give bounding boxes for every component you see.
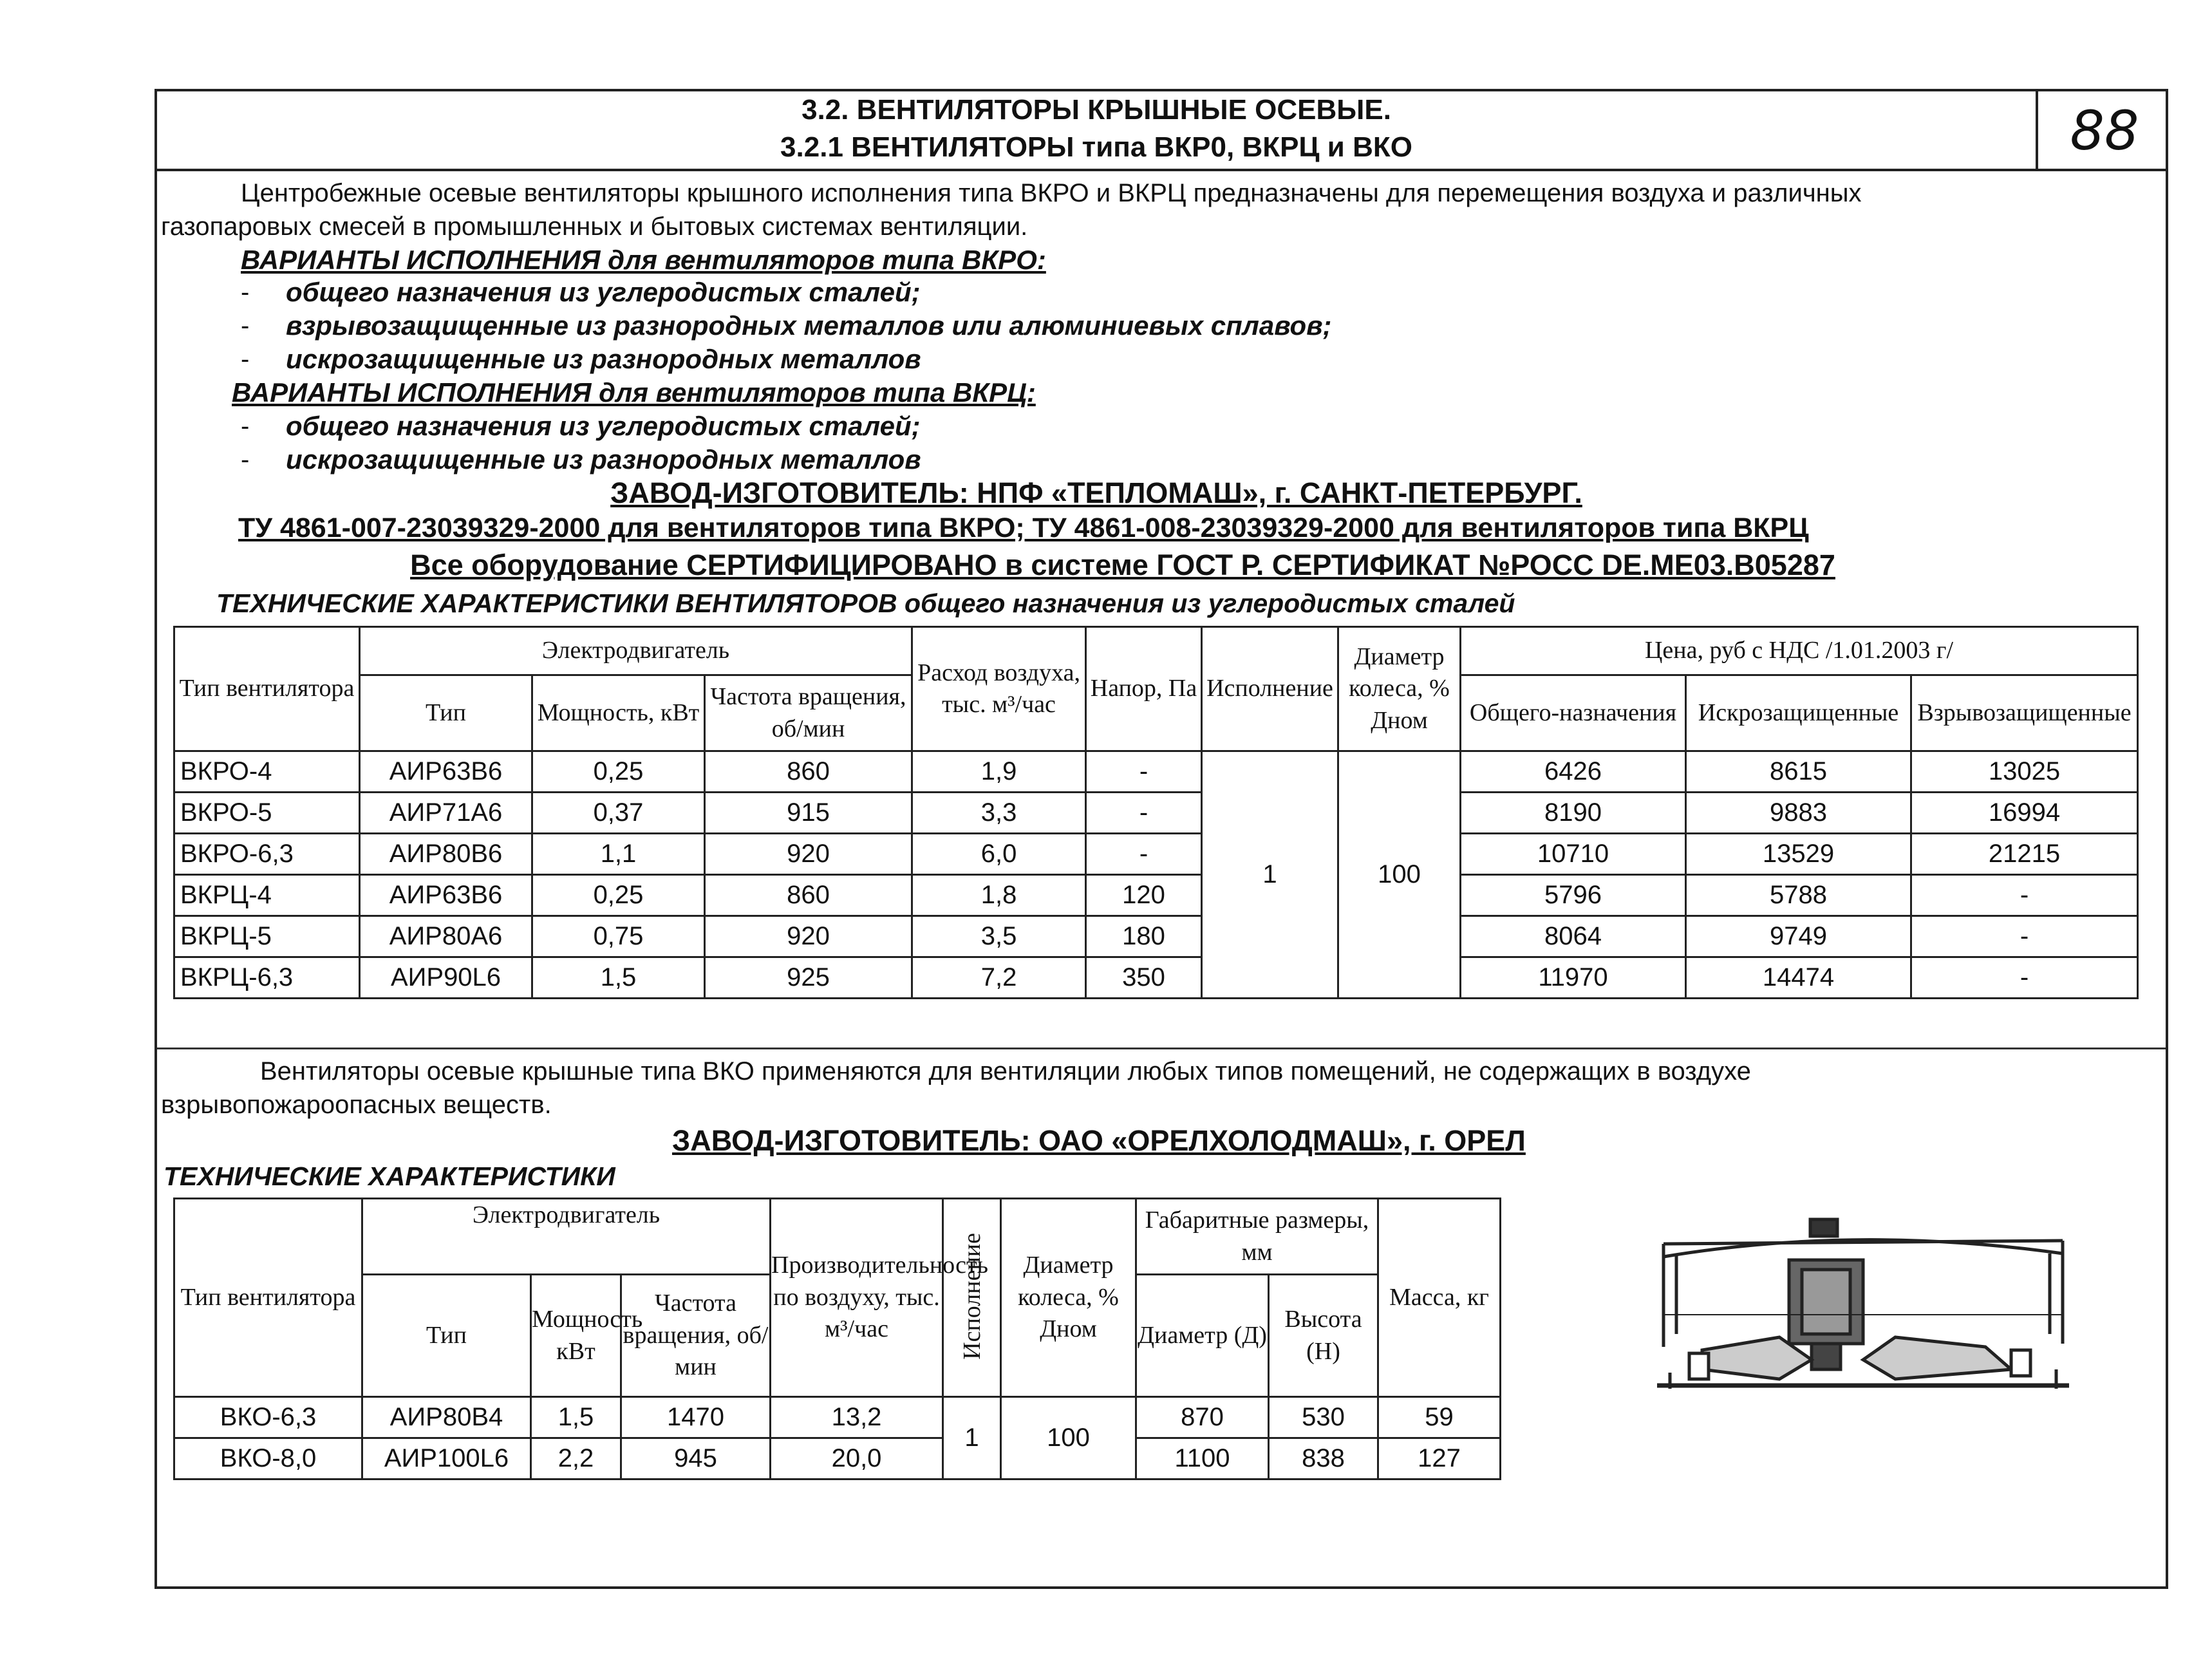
variants-vkrc-item: искрозащищенные из разнородных металлов <box>286 444 921 474</box>
bullet: - <box>241 345 250 373</box>
roof-fan-cross-section-icon <box>1651 1186 2076 1405</box>
cell-rpm: 945 <box>621 1438 771 1479</box>
table-row <box>174 834 2138 875</box>
table-row <box>174 916 2138 957</box>
cell-rpm: 925 <box>705 957 912 999</box>
bullet: - <box>241 412 250 440</box>
table-row <box>174 793 2138 834</box>
cell-pressure: 180 <box>1086 916 1202 957</box>
th-motor-type: Тип <box>362 1275 531 1397</box>
table-row <box>174 875 2138 916</box>
table-row <box>174 957 2138 999</box>
cell-pressure: 350 <box>1086 957 1202 999</box>
table-row <box>174 751 2138 793</box>
variants-vkro-heading: ВАРИАНТЫ ИСПОЛНЕНИЯ для вентиляторов типа ВКРО: <box>241 245 1046 275</box>
cell-airflow: 1,9 <box>912 751 1086 793</box>
th-motor: Электродвигатель <box>362 1199 771 1275</box>
th-motor: Электродвигатель <box>360 627 912 675</box>
manufacturer-1: ЗАВОД-ИЗГОТОВИТЕЛЬ: НПФ «ТЕПЛОМАШ», г. САНКТ-ПЕТЕРБУРГ. <box>610 476 1582 509</box>
cell-pressure: - <box>1086 751 1202 793</box>
cell-power: 0,37 <box>532 793 705 834</box>
cell-price-explosion: 21215 <box>1911 834 2138 875</box>
table-row <box>174 1438 1501 1479</box>
cell-price-explosion: - <box>1911 916 2138 957</box>
cell-type: ВКРЦ-5 <box>174 916 360 957</box>
cell-motor: АИР100L6 <box>362 1438 531 1479</box>
page-number-box <box>2036 91 2171 169</box>
cell-type: ВКРО-6,3 <box>174 834 360 875</box>
cell-airflow: 3,5 <box>912 916 1086 957</box>
certificate-line: Все оборудование СЕРТИФИЦИРОВАНО в системе ГОСТ Р. СЕРТИФИКАТ №РОСС DE.ME03.B05287 <box>410 549 1835 581</box>
cell-airflow: 1,8 <box>912 875 1086 916</box>
cell-price-general: 8064 <box>1461 916 1686 957</box>
th-power: Мощность, кВт <box>532 675 705 751</box>
th-rpm: Частота вращения, об/мин <box>621 1275 771 1397</box>
th-fan-type: Тип вентилятора <box>174 1199 362 1397</box>
variants-vkrc-heading: ВАРИАНТЫ ИСПОЛНЕНИЯ для вентиляторов типа ВКРЦ: <box>232 377 1036 408</box>
th-motor-type: Тип <box>360 675 532 751</box>
th-power: Мощность кВт <box>531 1275 621 1397</box>
cell-type: ВКРЦ-4 <box>174 875 360 916</box>
cell-rpm: 920 <box>705 834 912 875</box>
cell-price-spark: 14474 <box>1686 957 1911 999</box>
cell-price-explosion: - <box>1911 957 2138 999</box>
table-row <box>174 1397 1501 1438</box>
cell-price-general: 11970 <box>1461 957 1686 999</box>
cell-motor: АИР71А6 <box>360 793 532 834</box>
manufacturer-2: ЗАВОД-ИЗГОТОВИТЕЛЬ: ОАО «ОРЕЛХОЛОДМАШ», г. ОРЕЛ <box>672 1124 1526 1157</box>
variants-vkro-item: общего назначения из углеродистых сталей; <box>286 277 921 307</box>
cell-type: ВКО-6,3 <box>174 1397 362 1438</box>
cell-price-explosion: - <box>1911 875 2138 916</box>
cell-version: 1 <box>1202 751 1338 999</box>
table2-caption: ТЕХНИЧЕСКИЕ ХАРАКТЕРИСТИКИ <box>164 1161 615 1191</box>
cell-motor: АИР63В6 <box>360 751 532 793</box>
tu-line: ТУ 4861-007-23039329-2000 для вентиляторов типа ВКРО; ТУ 4861-008-23039329-2000 для вентиляторов типа ВКРЦ <box>238 512 1809 543</box>
cell-price-spark: 8615 <box>1686 751 1911 793</box>
cell-mass: 59 <box>1378 1397 1501 1438</box>
cell-pressure: - <box>1086 793 1202 834</box>
cell-power: 0,25 <box>532 875 705 916</box>
cell-motor: АИР63В6 <box>360 875 532 916</box>
th-airflow: Расход воздуха, тыс. м³/час <box>912 627 1086 751</box>
cell-price-explosion: 13025 <box>1911 751 2138 793</box>
th-diameter: Диаметр колеса, % Дном <box>1338 627 1461 751</box>
variants-vkro-item: взрывозащищенные из разнородных металлов или алюминиевых сплавов; <box>286 310 1332 341</box>
cell-diameter: 100 <box>1001 1397 1136 1479</box>
vko-line-2: взрывопожароопасных веществ. <box>161 1091 552 1119</box>
cell-mass: 127 <box>1378 1438 1501 1479</box>
cell-dim-h: 530 <box>1269 1397 1378 1438</box>
variants-vkrc-item: общего назначения из углеродистых сталей; <box>286 411 921 441</box>
page-frame <box>155 89 2168 1589</box>
cell-price-spark: 13529 <box>1686 834 1911 875</box>
th-dim-d: Диаметр (Д) <box>1136 1275 1269 1397</box>
cell-type: ВКРО-4 <box>174 751 360 793</box>
cell-type: ВКРЦ-6,3 <box>174 957 360 999</box>
bullet: - <box>241 446 250 474</box>
cell-diameter: 100 <box>1338 751 1461 999</box>
vko-line-1: Вентиляторы осевые крышные типа ВКО применяются для вентиляции любых типов помещений, не содержащих в воздухе <box>260 1057 1751 1085</box>
th-version: Исполнение <box>1202 627 1338 751</box>
cell-capacity: 20,0 <box>771 1438 943 1479</box>
cell-rpm: 860 <box>705 875 912 916</box>
cell-pressure: - <box>1086 834 1202 875</box>
page-number: 88 <box>2070 99 2139 162</box>
cell-dim-h: 838 <box>1269 1438 1378 1479</box>
cell-dim-d: 1100 <box>1136 1438 1269 1479</box>
th-pressure: Напор, Па <box>1086 627 1202 751</box>
cell-price-spark: 9883 <box>1686 793 1911 834</box>
th-capacity: Производительность по воздуху, тыс. м³/час <box>771 1199 943 1397</box>
cell-price-general: 5796 <box>1461 875 1686 916</box>
bullet: - <box>241 278 250 306</box>
th-rpm: Частота вращения, об/мин <box>705 675 912 751</box>
th-fan-type: Тип вентилятора <box>174 627 360 751</box>
th-version: Исполнение <box>958 1232 986 1360</box>
th-dim-h: Высота (Н) <box>1269 1275 1378 1397</box>
cell-airflow: 7,2 <box>912 957 1086 999</box>
cell-motor: АИР80В6 <box>360 834 532 875</box>
cell-rpm: 920 <box>705 916 912 957</box>
cell-power: 1,5 <box>531 1397 621 1438</box>
cell-power: 1,5 <box>532 957 705 999</box>
th-mass: Масса, кг <box>1378 1199 1501 1397</box>
cell-price-spark: 5788 <box>1686 875 1911 916</box>
cell-power: 1,1 <box>532 834 705 875</box>
cell-capacity: 13,2 <box>771 1397 943 1438</box>
section-title: 3.2. ВЕНТИЛЯТОРЫ КРЫШНЫЕ ОСЕВЫЕ. <box>801 94 1391 126</box>
cell-version: 1 <box>943 1397 1001 1479</box>
cell-motor: АИР80А6 <box>360 916 532 957</box>
cell-power: 2,2 <box>531 1438 621 1479</box>
cell-price-general: 6426 <box>1461 751 1686 793</box>
cell-rpm: 915 <box>705 793 912 834</box>
cell-price-spark: 9749 <box>1686 916 1911 957</box>
cell-airflow: 6,0 <box>912 834 1086 875</box>
cell-dim-d: 870 <box>1136 1397 1269 1438</box>
cell-motor: АИР90L6 <box>360 957 532 999</box>
th-dims: Габаритные размеры, мм <box>1136 1199 1378 1275</box>
cell-power: 0,25 <box>532 751 705 793</box>
cell-type: ВКРО-5 <box>174 793 360 834</box>
cell-pressure: 120 <box>1086 875 1202 916</box>
intro-line-1: Центробежные осевые вентиляторы крышного исполнения типа ВКРО и ВКРЦ предназначены для перемещения воздуха и различных <box>241 179 1862 207</box>
cell-power: 0,75 <box>532 916 705 957</box>
cell-price-explosion: 16994 <box>1911 793 2138 834</box>
table-vko <box>173 1198 1501 1480</box>
th-price-explosion: Взрывозащищенные <box>1911 675 2138 751</box>
th-price-spark: Искрозащищенные <box>1686 675 1911 751</box>
cell-price-general: 8190 <box>1461 793 1686 834</box>
table1-caption: ТЕХНИЧЕСКИЕ ХАРАКТЕРИСТИКИ ВЕНТИЛЯТОРОВ общего назначения из углеродистых сталей <box>216 588 1515 618</box>
cell-rpm: 1470 <box>621 1397 771 1438</box>
cell-rpm: 860 <box>705 751 912 793</box>
th-diameter: Диаметр колеса, % Дном <box>1001 1199 1136 1397</box>
cell-price-general: 10710 <box>1461 834 1686 875</box>
cell-airflow: 3,3 <box>912 793 1086 834</box>
cell-motor: АИР80В4 <box>362 1397 531 1438</box>
section-subtitle: 3.2.1 ВЕНТИЛЯТОРЫ типа ВКР0, ВКРЦ и ВКО <box>780 131 1412 163</box>
table-vkro-vkrc <box>173 626 2139 999</box>
variants-vkro-item: искрозащищенные из разнородных металлов <box>286 344 921 374</box>
th-version-cell <box>943 1199 1001 1397</box>
header-divider <box>157 169 2166 171</box>
cell-type: ВКО-8,0 <box>174 1438 362 1479</box>
intro-line-2: газопаровых смесей в промышленных и бытовых системах вентиляции. <box>161 212 1028 241</box>
section-divider <box>157 1047 2166 1049</box>
bullet: - <box>241 312 250 340</box>
th-price-general: Общего-назначения <box>1461 675 1686 751</box>
th-price: Цена, руб с НДС /1.01.2003 г/ <box>1461 627 2138 675</box>
